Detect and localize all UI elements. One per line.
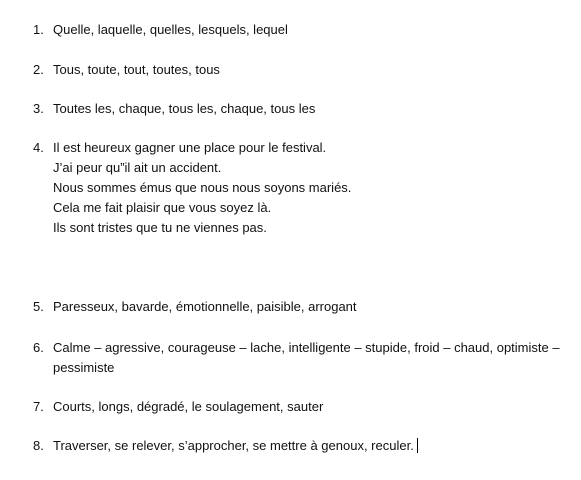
list-item-text: Tous, toute, tout, toutes, tous — [53, 62, 220, 77]
list-number: 2. — [33, 62, 44, 77]
list-number: 8. — [33, 438, 44, 453]
list-item-text: J’ai peur qu”il ait un accident. — [53, 160, 222, 175]
list-item-text: Cela me fait plaisir que vous soyez là. — [53, 200, 272, 215]
list-item-text: pessimiste — [53, 360, 115, 375]
list-number: 7. — [33, 399, 44, 414]
list-item — [33, 436, 571, 456]
list-item — [33, 297, 571, 317]
list-number: 4. — [33, 140, 44, 155]
list-number: 6. — [33, 340, 44, 355]
list-item-line — [53, 436, 571, 456]
list-number: 5. — [33, 299, 44, 314]
list-item-text: Toutes les, chaque, tous les, chaque, tous les — [53, 101, 316, 116]
list-item-text: Il est heureux gagner une place pour le festival. — [53, 140, 327, 155]
list-item — [33, 20, 571, 40]
list-item-text: Paresseux, bavarde, émotionnelle, paisible, arrogant — [53, 299, 357, 314]
list-item-text: Traverser, se relever, s’approcher, se mettre à genoux, reculer. — [53, 438, 414, 453]
text-cursor — [417, 438, 418, 453]
list-item — [33, 99, 571, 119]
list-number: 3. — [33, 101, 44, 116]
list-item-text: Courts, longs, dégradé, le soulagement, sauter — [53, 399, 324, 414]
list-item — [33, 138, 571, 238]
list-item-text: Nous sommes émus que nous nous soyons mariés. — [53, 180, 352, 195]
list-item — [33, 397, 571, 417]
list-item-text: Ils sont tristes que tu ne viennes pas. — [53, 220, 267, 235]
list-item — [33, 338, 571, 378]
list-item — [33, 60, 571, 80]
list-item-text: Calme – agressive, courageuse – lache, intelligente – stupide, froid – chaud, optimiste – — [53, 340, 560, 355]
list-item-text: Quelle, laquelle, quelles, lesquels, lequel — [53, 22, 288, 37]
list-number: 1. — [33, 22, 44, 37]
